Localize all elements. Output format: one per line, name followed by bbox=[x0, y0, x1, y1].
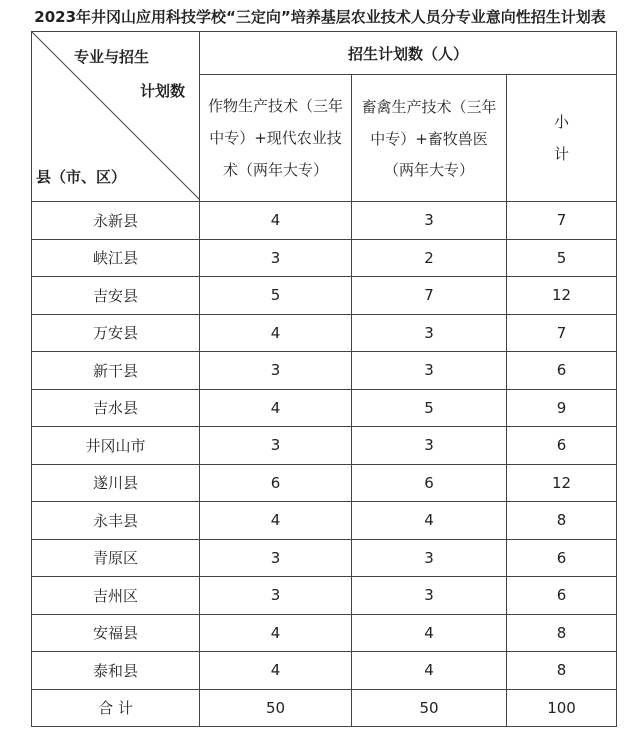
county-cell: 吉州区 bbox=[32, 577, 200, 615]
livestock-cell: 3 bbox=[352, 577, 507, 615]
table-row bbox=[32, 502, 617, 540]
crop-cell: 6 bbox=[200, 464, 352, 502]
subtotal-cell: 6 bbox=[507, 539, 617, 577]
crop-cell: 5 bbox=[200, 277, 352, 315]
county-cell: 峡江县 bbox=[32, 239, 200, 277]
table-row bbox=[32, 464, 617, 502]
subtotal-cell: 6 bbox=[507, 352, 617, 390]
crop-cell: 3 bbox=[200, 427, 352, 465]
total-crop: 50 bbox=[200, 689, 352, 727]
table-row bbox=[32, 614, 617, 652]
county-cell: 永丰县 bbox=[32, 502, 200, 540]
table-row bbox=[32, 277, 617, 315]
crop-cell: 3 bbox=[200, 352, 352, 390]
crop-cell: 4 bbox=[200, 202, 352, 240]
table-row bbox=[32, 202, 617, 240]
subtotal-cell: 8 bbox=[507, 502, 617, 540]
corner-label-county: 县（市、区） bbox=[36, 168, 127, 186]
table-row bbox=[32, 239, 617, 277]
county-cell: 新干县 bbox=[32, 352, 200, 390]
livestock-cell: 3 bbox=[352, 539, 507, 577]
subtotal-cell: 9 bbox=[507, 389, 617, 427]
table-row bbox=[32, 314, 617, 352]
table-row bbox=[32, 539, 617, 577]
crop-cell: 3 bbox=[200, 577, 352, 615]
livestock-cell: 4 bbox=[352, 614, 507, 652]
corner-label-major: 专业与招生 bbox=[74, 48, 150, 66]
livestock-cell: 5 bbox=[352, 389, 507, 427]
total-row bbox=[32, 689, 617, 727]
livestock-cell: 6 bbox=[352, 464, 507, 502]
crop-cell: 3 bbox=[200, 239, 352, 277]
subtotal-cell: 6 bbox=[507, 577, 617, 615]
crop-cell: 4 bbox=[200, 314, 352, 352]
subtotal-cell: 6 bbox=[507, 427, 617, 465]
county-cell: 青原区 bbox=[32, 539, 200, 577]
enrollment-plan-table bbox=[31, 31, 617, 727]
county-cell: 泰和县 bbox=[32, 652, 200, 690]
county-cell: 遂川县 bbox=[32, 464, 200, 502]
county-cell: 永新县 bbox=[32, 202, 200, 240]
page-title: 2023年井冈山应用科技学校“三定向”培养基层农业技术人员分专业意向性招生计划表 bbox=[34, 8, 606, 26]
crop-cell: 4 bbox=[200, 614, 352, 652]
livestock-cell: 3 bbox=[352, 202, 507, 240]
crop-cell: 4 bbox=[200, 389, 352, 427]
county-cell: 万安县 bbox=[32, 314, 200, 352]
table-row bbox=[32, 389, 617, 427]
col-header-crop: 作物生产技术（三年中专）+现代农业技术（两年大专） bbox=[200, 75, 352, 202]
subtotal-cell: 8 bbox=[507, 614, 617, 652]
col-header-subtotal: 小计 bbox=[507, 75, 617, 202]
livestock-cell: 7 bbox=[352, 277, 507, 315]
table-row bbox=[32, 652, 617, 690]
livestock-cell: 3 bbox=[352, 427, 507, 465]
col-header-livestock: 畜禽生产技术（三年中专）+畜牧兽医 （两年大专） bbox=[352, 75, 507, 202]
livestock-cell: 3 bbox=[352, 314, 507, 352]
corner-label-plan: 计划数 bbox=[139, 82, 185, 100]
livestock-cell: 2 bbox=[352, 239, 507, 277]
table-row bbox=[32, 577, 617, 615]
table-row bbox=[32, 427, 617, 465]
crop-cell: 3 bbox=[200, 539, 352, 577]
crop-cell: 4 bbox=[200, 502, 352, 540]
livestock-cell: 3 bbox=[352, 352, 507, 390]
subtotal-cell: 7 bbox=[507, 314, 617, 352]
crop-cell: 4 bbox=[200, 652, 352, 690]
livestock-cell: 4 bbox=[352, 652, 507, 690]
county-cell: 安福县 bbox=[32, 614, 200, 652]
subtotal-cell: 12 bbox=[507, 464, 617, 502]
county-cell: 吉水县 bbox=[32, 389, 200, 427]
subtotal-cell: 7 bbox=[507, 202, 617, 240]
subtotal-cell: 5 bbox=[507, 239, 617, 277]
table-row bbox=[32, 352, 617, 390]
total-subtotal: 100 bbox=[507, 689, 617, 727]
county-cell: 吉安县 bbox=[32, 277, 200, 315]
subtotal-cell: 8 bbox=[507, 652, 617, 690]
corner-header-cell bbox=[32, 32, 200, 202]
county-cell: 井冈山市 bbox=[32, 427, 200, 465]
total-label: 合 计 bbox=[32, 689, 200, 727]
total-livestock: 50 bbox=[352, 689, 507, 727]
livestock-cell: 4 bbox=[352, 502, 507, 540]
group-header: 招生计划数（人） bbox=[200, 32, 617, 75]
subtotal-cell: 12 bbox=[507, 277, 617, 315]
